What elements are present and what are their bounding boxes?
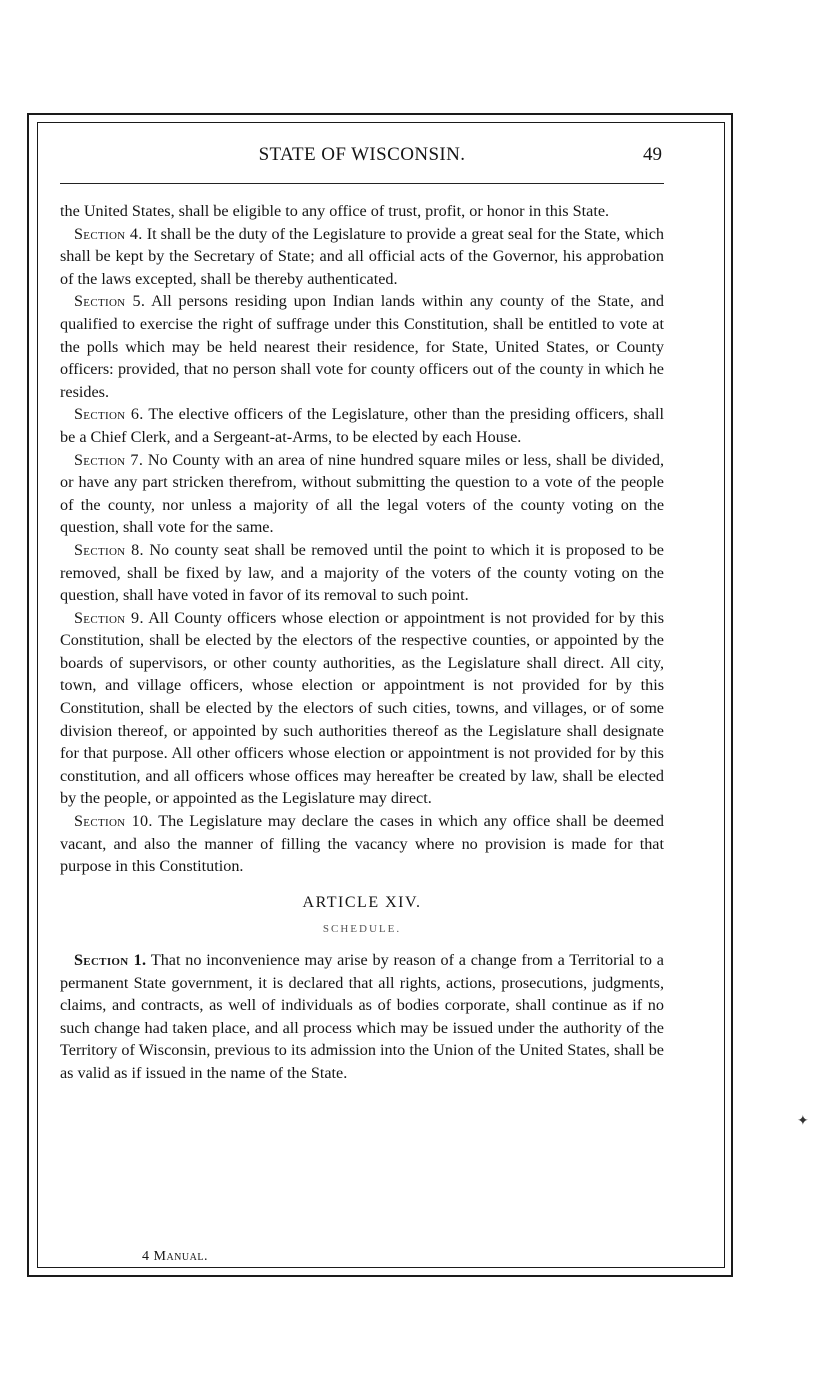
paragraph-schedule-section-1 [60, 949, 664, 1085]
section-lead: Section 6. [74, 405, 144, 424]
header-rule [60, 183, 664, 184]
page-body [60, 200, 664, 1085]
section-lead: Section 8. [74, 540, 144, 559]
section-lead: Section 10. [74, 812, 153, 831]
paragraph-text: No County with an area of nine hundred square miles or less, shall be divided, or have any part stricken therefrom, without submitting the question to a vote of the people of the county, nor unless a majority of all the legal voters of the county voting on the question, shall vote for the same. [60, 450, 665, 537]
margin-mark-icon: ✦ [797, 1114, 809, 1129]
paragraph-text: It shall be the duty of the Legislature to provide a great seal for the State, which shall be kept by the Secretary of State; and all official acts of the Governor, his approbation of the laws excepted, shall be thereby authenticated. [60, 224, 665, 288]
paragraph-section-7 [60, 449, 664, 539]
paragraph-text: That no inconvenience may arise by reason of a change from a Territorial to a permanent State government, it is declared that all rights, actions, prosecutions, judgments, claims, and contracts, as well of individuals as of bodies corporate, shall continue as if no such change had taken place, and all process which may be issued under the authority of the Territory of Wisconsin, previous to its admission into the Union of the United States, shall be as valid as if issued in the name of the State. [60, 951, 664, 1082]
paragraph-section-6 [60, 403, 664, 448]
article-heading: ARTICLE XIV. [302, 893, 422, 911]
paragraph-section-4 [60, 223, 664, 291]
paragraph-text: All persons residing upon Indian lands within any county of the State, and qualified to exercise the right of suffrage under this Constitution, shall be entitled to vote at the polls which may be held nearest their residence, for State, United States, or County officers: provided, that no person shall vote for county officers out of the county in which he resides. [60, 292, 664, 401]
paragraph-text: The Legislature may declare the cases in which any office shall be deemed vacant, and also the manner of filling the vacancy where no provision is made for that purpose in this Constitution. [60, 812, 664, 876]
paragraph-section-9 [60, 607, 664, 810]
paragraph-text: No county seat shall be removed until the point to which it is proposed to be removed, shall be fixed by law, and a majority of the voters of the county voting on the question, shall have voted in favor of its removal to such point. [60, 540, 664, 605]
paragraph-section-8 [60, 539, 664, 607]
page-number: 49 [643, 144, 662, 165]
section-lead: Section 5. [74, 292, 146, 311]
section-lead: Section 9. [74, 608, 144, 627]
section-lead: Section 4. [74, 224, 143, 243]
paragraph-section-5 [60, 290, 664, 403]
schedule-heading: SCHEDULE. [322, 923, 402, 936]
paragraph-text: The elective officers of the Legislature, other than the presiding officers, shall be a Chief Clerk, and a Sergeant-at-Arms, to be elected by each House. [60, 405, 664, 446]
section-lead: Section 1. [74, 951, 147, 969]
paragraph-continuation [60, 200, 664, 223]
signature-mark: 4 Manual. [142, 1249, 208, 1264]
paragraph-section-10 [60, 810, 664, 878]
page-header [60, 140, 664, 176]
paragraph-text: All County officers whose election or appointment is not provided for by this Constitution, shall be elected by the electors of the respective counties, or appointed by the boards of supervisors, or other county authorities, as the Legislature shall direct. All city, town, and village officers, whose election or appointment is not provided for by this Constitution, shall be elected by the electors of such cities, towns, and villages, or of some division thereof, or appointed by such authorities thereof as the Legislature shall designate for that purpose. All other officers whose election or appointment is not provided for by this constitution, and all officers whose offices may hereafter be created by law, shall be elected by the people, or appointed as the Legislature may direct. [60, 608, 664, 808]
running-head: STATE OF WISCONSIN. [258, 144, 466, 165]
paragraph-text: the United States, shall be eligible to any office of trust, profit, or honor in this State. [60, 202, 610, 220]
section-lead: Section 7. [74, 450, 144, 469]
